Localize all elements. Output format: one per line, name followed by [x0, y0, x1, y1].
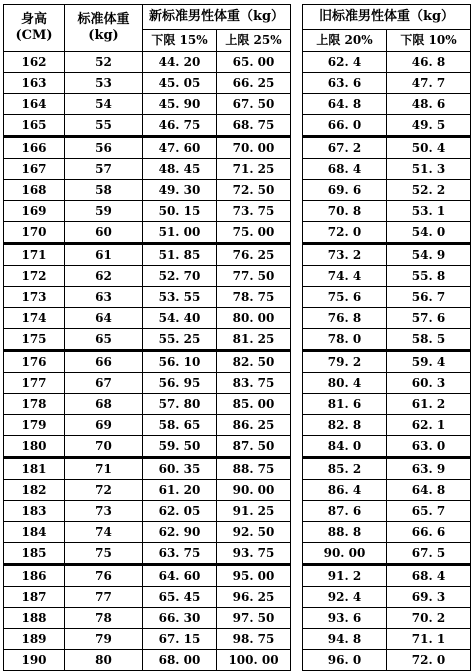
- table-row: [4, 458, 291, 480]
- old-lower-cell: 61. 2: [387, 394, 471, 415]
- new-lower-cell: 64. 60: [143, 565, 217, 587]
- height-cell: 187: [4, 587, 65, 608]
- new-lower-cell: 53. 55: [143, 287, 217, 308]
- table-row: [4, 159, 291, 180]
- old-lower-cell: 70. 2: [387, 608, 471, 629]
- new-lower-cell: 50. 15: [143, 201, 217, 222]
- table-row: [303, 73, 471, 94]
- old-upper-cell: 88. 8: [303, 522, 387, 543]
- table-row: [303, 522, 471, 543]
- std-weight-cell: 59: [65, 201, 143, 222]
- new-upper-cell: 83. 75: [217, 373, 291, 394]
- new-upper-cell: 85. 00: [217, 394, 291, 415]
- old-lower-cell: 71. 1: [387, 629, 471, 650]
- old-lower-cell: 53. 1: [387, 201, 471, 222]
- std-weight-cell: 54: [65, 94, 143, 115]
- table-row: [4, 266, 291, 287]
- new-lower-cell: 55. 25: [143, 329, 217, 351]
- new-lower-cell: 67. 15: [143, 629, 217, 650]
- old-lower-cell: 54. 9: [387, 244, 471, 266]
- old-lower-cell: 50. 4: [387, 137, 471, 159]
- new-lower-cell: 57. 80: [143, 394, 217, 415]
- height-cell: 182: [4, 480, 65, 501]
- height-cell: 188: [4, 608, 65, 629]
- std-weight-cell: 52: [65, 52, 143, 73]
- old-lower-cell: 67. 5: [387, 543, 471, 565]
- height-cell: 177: [4, 373, 65, 394]
- old-upper-header: 上限 20%: [303, 30, 387, 52]
- old-upper-cell: 92. 4: [303, 587, 387, 608]
- height-cell: 173: [4, 287, 65, 308]
- height-cell: 179: [4, 415, 65, 436]
- new-lower-cell: 45. 05: [143, 73, 217, 94]
- height-cell: 185: [4, 543, 65, 565]
- table-row: [303, 94, 471, 115]
- new-upper-cell: 90. 00: [217, 480, 291, 501]
- old-lower-cell: 48. 6: [387, 94, 471, 115]
- old-upper-cell: 84. 0: [303, 436, 387, 458]
- table-row: [4, 543, 291, 565]
- new-standard-title: 新标准男性体重（kg）: [143, 5, 291, 30]
- std-weight-cell: 79: [65, 629, 143, 650]
- height-cell: 176: [4, 351, 65, 373]
- old-upper-cell: 66. 0: [303, 115, 387, 137]
- std-weight-cell: 61: [65, 244, 143, 266]
- std-weight-cell: 78: [65, 608, 143, 629]
- new-upper-cell: 73. 75: [217, 201, 291, 222]
- old-lower-cell: 63. 9: [387, 458, 471, 480]
- new-lower-cell: 60. 35: [143, 458, 217, 480]
- std-weight-cell: 75: [65, 543, 143, 565]
- old-lower-cell: 68. 4: [387, 565, 471, 587]
- height-header: 身高 (CM): [4, 5, 65, 52]
- table-row: [4, 415, 291, 436]
- table-row: [4, 565, 291, 587]
- old-upper-cell: 80. 4: [303, 373, 387, 394]
- old-upper-cell: 94. 8: [303, 629, 387, 650]
- std-weight-cell: 67: [65, 373, 143, 394]
- new-lower-cell: 63. 75: [143, 543, 217, 565]
- height-cell: 163: [4, 73, 65, 94]
- old-lower-cell: 65. 7: [387, 501, 471, 522]
- new-lower-cell: 62. 90: [143, 522, 217, 543]
- old-lower-cell: 64. 8: [387, 480, 471, 501]
- height-cell: 164: [4, 94, 65, 115]
- table-row: [4, 351, 291, 373]
- height-cell: 184: [4, 522, 65, 543]
- table-row: [4, 501, 291, 522]
- table-row: [303, 373, 471, 394]
- table-row: [303, 244, 471, 266]
- old-lower-cell: 52. 2: [387, 180, 471, 201]
- table-row: [4, 52, 291, 73]
- new-upper-cell: 78. 75: [217, 287, 291, 308]
- table-row: [4, 115, 291, 137]
- new-upper-cell: 97. 50: [217, 608, 291, 629]
- table-row: [4, 137, 291, 159]
- height-cell: 178: [4, 394, 65, 415]
- std-weight-header: 标准体重 (kg): [65, 5, 143, 52]
- old-lower-cell: 54. 0: [387, 222, 471, 244]
- table-row: [303, 501, 471, 522]
- old-upper-cell: 74. 4: [303, 266, 387, 287]
- height-cell: 162: [4, 52, 65, 73]
- table-row: [4, 94, 291, 115]
- table-row: [303, 266, 471, 287]
- new-lower-cell: 62. 05: [143, 501, 217, 522]
- table-row: [4, 394, 291, 415]
- new-upper-cell: 88. 75: [217, 458, 291, 480]
- new-lower-cell: 56. 10: [143, 351, 217, 373]
- new-lower-cell: 51. 00: [143, 222, 217, 244]
- table-row: [303, 159, 471, 180]
- old-lower-cell: 51. 3: [387, 159, 471, 180]
- old-lower-cell: 49. 5: [387, 115, 471, 137]
- table-row: [4, 73, 291, 94]
- new-upper-cell: 98. 75: [217, 629, 291, 650]
- std-weight-cell: 74: [65, 522, 143, 543]
- table-row: [303, 415, 471, 436]
- old-upper-cell: 68. 4: [303, 159, 387, 180]
- height-cell: 180: [4, 436, 65, 458]
- table-row: [4, 287, 291, 308]
- old-upper-cell: 96. 0: [303, 650, 387, 671]
- std-weight-cell: 77: [65, 587, 143, 608]
- new-upper-cell: 66. 25: [217, 73, 291, 94]
- old-upper-cell: 76. 8: [303, 308, 387, 329]
- height-cell: 171: [4, 244, 65, 266]
- old-lower-cell: 66. 6: [387, 522, 471, 543]
- new-lower-cell: 56. 95: [143, 373, 217, 394]
- new-upper-cell: 70. 00: [217, 137, 291, 159]
- table-row: [303, 543, 471, 565]
- old-upper-cell: 70. 8: [303, 201, 387, 222]
- new-upper-cell: 86. 25: [217, 415, 291, 436]
- table-row: [4, 480, 291, 501]
- std-weight-cell: 65: [65, 329, 143, 351]
- table-row: [303, 287, 471, 308]
- old-upper-cell: 82. 8: [303, 415, 387, 436]
- table-row: [4, 222, 291, 244]
- old-lower-cell: 55. 8: [387, 266, 471, 287]
- new-upper-header: 上限 25%: [217, 30, 291, 52]
- new-upper-cell: 82. 50: [217, 351, 291, 373]
- old-lower-cell: 62. 1: [387, 415, 471, 436]
- table-row: [303, 52, 471, 73]
- new-lower-cell: 49. 30: [143, 180, 217, 201]
- std-weight-cell: 64: [65, 308, 143, 329]
- table-row: [4, 180, 291, 201]
- height-cell: 189: [4, 629, 65, 650]
- std-weight-cell: 76: [65, 565, 143, 587]
- old-upper-cell: 91. 2: [303, 565, 387, 587]
- std-weight-cell: 60: [65, 222, 143, 244]
- new-lower-cell: 66. 30: [143, 608, 217, 629]
- table-row: [4, 329, 291, 351]
- old-lower-cell: 72. 0: [387, 650, 471, 671]
- table-row: [303, 458, 471, 480]
- new-upper-cell: 95. 00: [217, 565, 291, 587]
- table-row: [303, 608, 471, 629]
- std-weight-cell: 53: [65, 73, 143, 94]
- new-lower-header: 下限 15%: [143, 30, 217, 52]
- new-upper-cell: 100. 00: [217, 650, 291, 671]
- new-lower-cell: 54. 40: [143, 308, 217, 329]
- table-row: [4, 629, 291, 650]
- std-weight-cell: 72: [65, 480, 143, 501]
- table-row: [303, 565, 471, 587]
- new-upper-cell: 81. 25: [217, 329, 291, 351]
- table-row: [4, 373, 291, 394]
- old-upper-cell: 86. 4: [303, 480, 387, 501]
- old-upper-cell: 67. 2: [303, 137, 387, 159]
- new-lower-cell: 47. 60: [143, 137, 217, 159]
- height-cell: 169: [4, 201, 65, 222]
- std-weight-cell: 69: [65, 415, 143, 436]
- new-lower-cell: 68. 00: [143, 650, 217, 671]
- old-lower-cell: 46. 8: [387, 52, 471, 73]
- new-standard-table: [3, 4, 291, 671]
- height-cell: 183: [4, 501, 65, 522]
- new-lower-cell: 48. 45: [143, 159, 217, 180]
- table-row: [303, 180, 471, 201]
- table-row: [303, 351, 471, 373]
- new-lower-cell: 61. 20: [143, 480, 217, 501]
- old-lower-cell: 59. 4: [387, 351, 471, 373]
- table-row: [4, 587, 291, 608]
- table-row: [303, 480, 471, 501]
- table-row: [303, 115, 471, 137]
- std-weight-cell: 56: [65, 137, 143, 159]
- std-weight-cell: 70: [65, 436, 143, 458]
- height-cell: 174: [4, 308, 65, 329]
- height-cell: 166: [4, 137, 65, 159]
- new-lower-cell: 51. 85: [143, 244, 217, 266]
- old-lower-cell: 69. 3: [387, 587, 471, 608]
- old-standard-table: [302, 4, 471, 671]
- new-lower-cell: 45. 90: [143, 94, 217, 115]
- new-upper-cell: 71. 25: [217, 159, 291, 180]
- height-cell: 181: [4, 458, 65, 480]
- new-upper-cell: 80. 00: [217, 308, 291, 329]
- std-weight-cell: 63: [65, 287, 143, 308]
- table-row: [303, 137, 471, 159]
- table-row: [303, 587, 471, 608]
- old-standard-title: 旧标准男性体重（kg）: [303, 5, 471, 30]
- height-cell: 168: [4, 180, 65, 201]
- height-cell: 186: [4, 565, 65, 587]
- table-row: [4, 436, 291, 458]
- old-upper-cell: 93. 6: [303, 608, 387, 629]
- std-weight-cell: 55: [65, 115, 143, 137]
- old-upper-cell: 62. 4: [303, 52, 387, 73]
- old-upper-cell: 75. 6: [303, 287, 387, 308]
- old-lower-cell: 58. 5: [387, 329, 471, 351]
- old-lower-header: 下限 10%: [387, 30, 471, 52]
- old-upper-cell: 73. 2: [303, 244, 387, 266]
- height-cell: 172: [4, 266, 65, 287]
- height-cell: 190: [4, 650, 65, 671]
- std-weight-cell: 66: [65, 351, 143, 373]
- table-row: [4, 522, 291, 543]
- old-upper-cell: 85. 2: [303, 458, 387, 480]
- table-row: [303, 308, 471, 329]
- new-lower-cell: 65. 45: [143, 587, 217, 608]
- new-upper-cell: 65. 00: [217, 52, 291, 73]
- new-upper-cell: 91. 25: [217, 501, 291, 522]
- std-weight-cell: 68: [65, 394, 143, 415]
- old-lower-cell: 60. 3: [387, 373, 471, 394]
- std-weight-cell: 62: [65, 266, 143, 287]
- table-row: [4, 650, 291, 671]
- table-row: [303, 222, 471, 244]
- old-upper-cell: 69. 6: [303, 180, 387, 201]
- height-cell: 175: [4, 329, 65, 351]
- std-weight-cell: 58: [65, 180, 143, 201]
- new-upper-cell: 93. 75: [217, 543, 291, 565]
- new-upper-cell: 75. 00: [217, 222, 291, 244]
- old-upper-cell: 79. 2: [303, 351, 387, 373]
- old-lower-cell: 47. 7: [387, 73, 471, 94]
- std-weight-cell: 57: [65, 159, 143, 180]
- table-row: [4, 201, 291, 222]
- old-upper-cell: 90. 00: [303, 543, 387, 565]
- new-lower-cell: 46. 75: [143, 115, 217, 137]
- new-lower-cell: 58. 65: [143, 415, 217, 436]
- table-row: [303, 650, 471, 671]
- table-row: [4, 608, 291, 629]
- new-upper-cell: 76. 25: [217, 244, 291, 266]
- new-upper-cell: 68. 75: [217, 115, 291, 137]
- height-cell: 167: [4, 159, 65, 180]
- new-upper-cell: 77. 50: [217, 266, 291, 287]
- std-weight-cell: 73: [65, 501, 143, 522]
- new-upper-cell: 96. 25: [217, 587, 291, 608]
- new-upper-cell: 67. 50: [217, 94, 291, 115]
- new-lower-cell: 59. 50: [143, 436, 217, 458]
- old-lower-cell: 56. 7: [387, 287, 471, 308]
- old-upper-cell: 64. 8: [303, 94, 387, 115]
- old-lower-cell: 63. 0: [387, 436, 471, 458]
- std-weight-cell: 80: [65, 650, 143, 671]
- old-upper-cell: 63. 6: [303, 73, 387, 94]
- new-upper-cell: 87. 50: [217, 436, 291, 458]
- new-lower-cell: 52. 70: [143, 266, 217, 287]
- new-upper-cell: 92. 50: [217, 522, 291, 543]
- height-cell: 165: [4, 115, 65, 137]
- table-row: [303, 436, 471, 458]
- table-row: [303, 629, 471, 650]
- old-upper-cell: 72. 0: [303, 222, 387, 244]
- table-row: [303, 201, 471, 222]
- old-lower-cell: 57. 6: [387, 308, 471, 329]
- std-weight-cell: 71: [65, 458, 143, 480]
- table-row: [4, 308, 291, 329]
- new-lower-cell: 44. 20: [143, 52, 217, 73]
- old-upper-cell: 81. 6: [303, 394, 387, 415]
- table-row: [303, 329, 471, 351]
- old-upper-cell: 78. 0: [303, 329, 387, 351]
- table-row: [303, 394, 471, 415]
- new-upper-cell: 72. 50: [217, 180, 291, 201]
- old-upper-cell: 87. 6: [303, 501, 387, 522]
- height-cell: 170: [4, 222, 65, 244]
- table-row: [4, 244, 291, 266]
